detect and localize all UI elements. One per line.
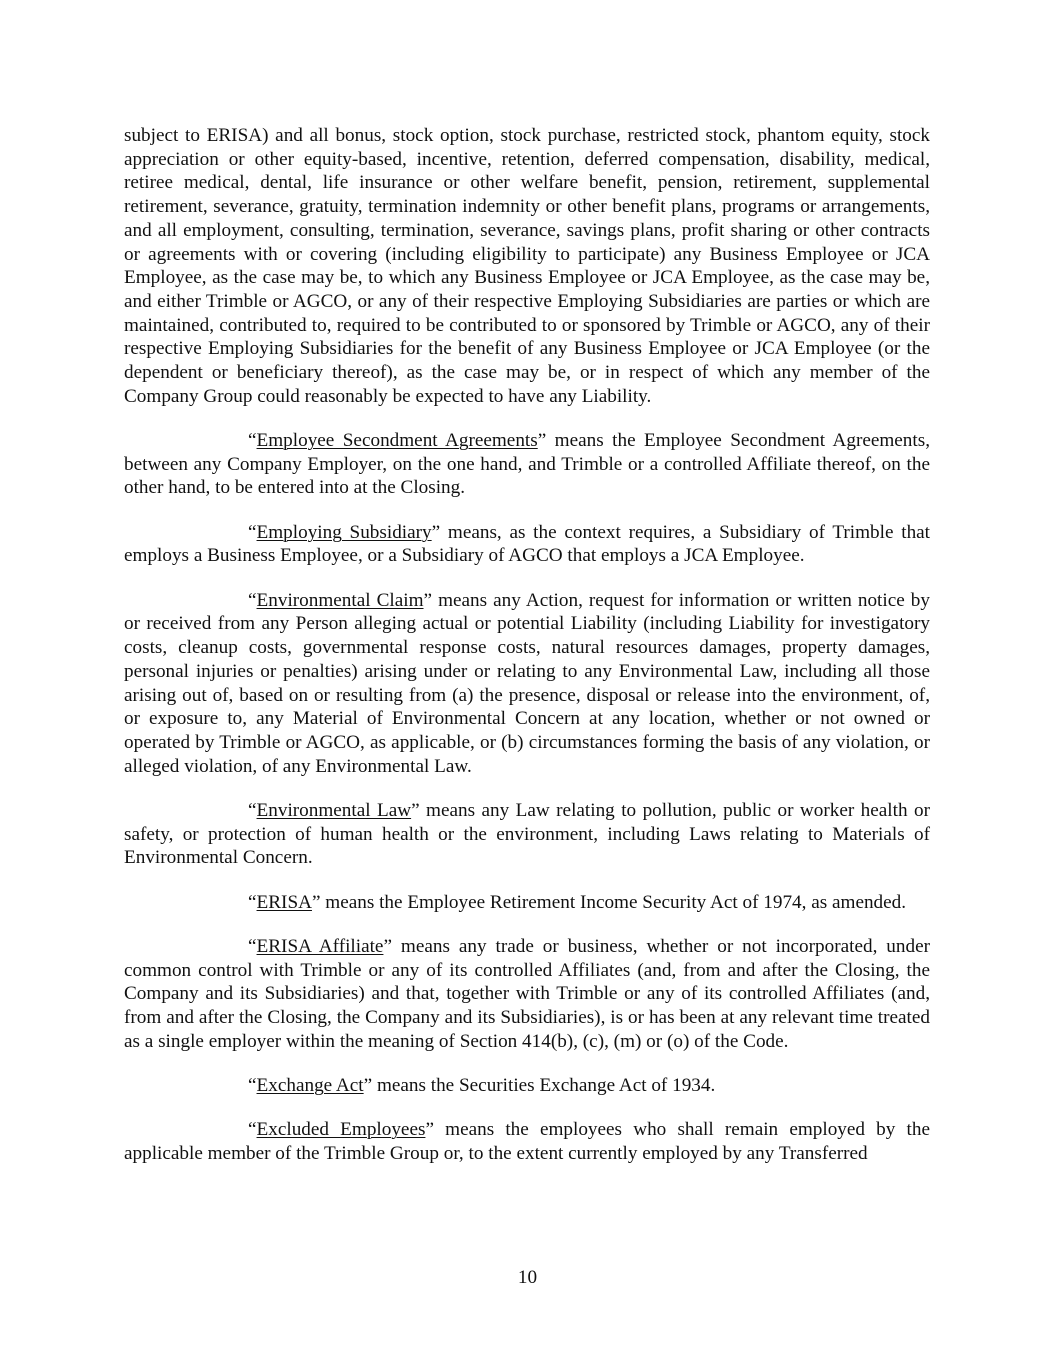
defined-term: Employing Subsidiary [256,521,432,543]
definition-text: ” means the Employee Secondment Agreements, between any Company Employer, on the one hand, and Trimble or a controlled Affiliate thereof, on the other hand, to be entered into at the Closing. [124,430,930,499]
continuation-paragraph: subject to ERISA) and all bonus, stock option, stock purchase, restricted stock, phantom equity, stock appreciation or other equity-based, incentive, retention, deferred compensation, disability, medical, retiree medical, dental, life insurance or other welfare benefit, pension, retirement, supplemental retirement, severance, gratuity, termination indemnity or other benefit plans, programs or arrangements, and all employment, consulting, termination, severance, savings plans, profit sharing or other contracts or agreements with or covering (including eligibility to participate) any Business Employee or JCA Employee, as the case may be, to which any Business Employee or JCA Employee, as the case may be, and either Trimble or AGCO, or any of their respective Employing Subsidiaries are parties or which are maintained, contributed to, required to be contributed to or sponsored by Trimble or AGCO, any of their respective Employing Subsidiaries for the benefit of any Business Employee or JCA Employee (or the dependent or beneficiary thereof), as the case may be, or in respect of which any member of the Company Group could reasonably be expected to have any Liability. [124,125,930,407]
definition-text: ” means the employees who shall remain employed by the applicable member of the Trimble Group or, to the extent currently employed by any Transferred [124,1119,930,1165]
definition-text: ” means the Securities Exchange Act of 1934. [363,1075,716,1097]
definition-text: ” means any trade or business, whether or not incorporated, under common control with Trimble or any of its controlled Affiliates (and, from and after the Closing, the Company and its Subsidiaries) and that, together with Trimble or any of its controlled Affiliates (and, from and after the Closing, the Company and its Subsidiaries), is or has been at any relevant time treated as a single employer within the meaning of Section 414(b), (c), (m) or (o) of the Code. [124,935,930,1052]
definition-erisa: “ERISA” means the Employee Retirement Income Security Act of 1974, as amended. [248,891,907,913]
defined-term: Employee Secondment Agreements [256,430,538,452]
defined-term: Exchange Act [256,1075,364,1097]
defined-term: Environmental Claim [256,589,424,611]
defined-term: ERISA Affiliate [256,935,384,957]
definition-excluded-employees: “Excluded Employees” means the employees who shall remain employed by the applicable member of the Trimble Group or, to the extent currently employed by any Transferred [124,1119,930,1165]
definition-text: ” means any Action, request for information or written notice by or received from any Person alleging actual or potential Liability (including Liability for investigatory costs, cleanup costs, governmental response costs, natural resources damages, property damages, personal injuries or penalties) arising under or relating to any Environmental Law, including all those arising out of, based on or resulting from (a) the presence, disposal or release into the environment, of, or exposure to, any Material of Environmental Concern at any location, whether or not owned or operated by Trimble or AGCO, as applicable, or (b) circumstances forming the basis of any violation, or alleged violation, of any Environmental Law. [124,589,930,777]
defined-term: Excluded Employees [256,1119,426,1141]
definition-environmental-law: “Environmental Law” means any Law relating to pollution, public or worker health or safety, or protection of human health or the environment, including Laws relating to Materials of Environmental Concern. [124,799,930,869]
definition-text: ” means the Employee Retirement Income Security Act of 1974, as amended. [311,891,907,913]
defined-term: Environmental Law [256,799,412,821]
document-page [124,124,930,1186]
page-number: 10 [517,1267,538,1288]
definition-employing-subsidiary: “Employing Subsidiary” means, as the context requires, a Subsidiary of Trimble that employs a Business Employee, or a Subsidiary of AGCO that employs a JCA Employee. [124,521,931,567]
definition-text: ” means, as the context requires, a Subsidiary of Trimble that employs a Business Employee, or a Subsidiary of AGCO that employs a JCA Employee. [124,521,931,567]
definition-exchange-act: “Exchange Act” means the Securities Exchange Act of 1934. [248,1075,716,1097]
definition-erisa-affiliate: “ERISA Affiliate” means any trade or business, whether or not incorporated, under common control with Trimble or any of its controlled Affiliates (and, from and after the Closing, the Company and its Subsidiaries) and that, together with Trimble or any of its controlled Affiliates (and, from and after the Closing, the Company and its Subsidiaries), is or has been at any relevant time treated as a single employer within the meaning of Section 414(b), (c), (m) or (o) of the Code. [124,935,930,1052]
definition-employee-secondment-agreements: “Employee Secondment Agreements” means the Employee Secondment Agreements, between any Company Employer, on the one hand, and Trimble or a controlled Affiliate thereof, on the other hand, to be entered into at the Closing. [124,430,930,499]
definition-environmental-claim: “Environmental Claim” means any Action, request for information or written notice by or received from any Person alleging actual or potential Liability (including Liability for investigatory costs, cleanup costs, governmental response costs, natural resources damages, property damages, personal injuries or penalties) arising under or relating to any Environmental Law, including all those arising out of, based on or resulting from (a) the presence, disposal or release into the environment, of, or exposure to, any Material of Environmental Concern at any location, whether or not owned or operated by Trimble or AGCO, as applicable, or (b) circumstances forming the basis of any violation, or alleged violation, of any Environmental Law. [124,589,930,777]
definition-text: ” means any Law relating to pollution, public or worker health or safety, or protection of human health or the environment, including Laws relating to Materials of Environmental Concern. [124,799,930,869]
defined-term: ERISA [256,891,312,913]
